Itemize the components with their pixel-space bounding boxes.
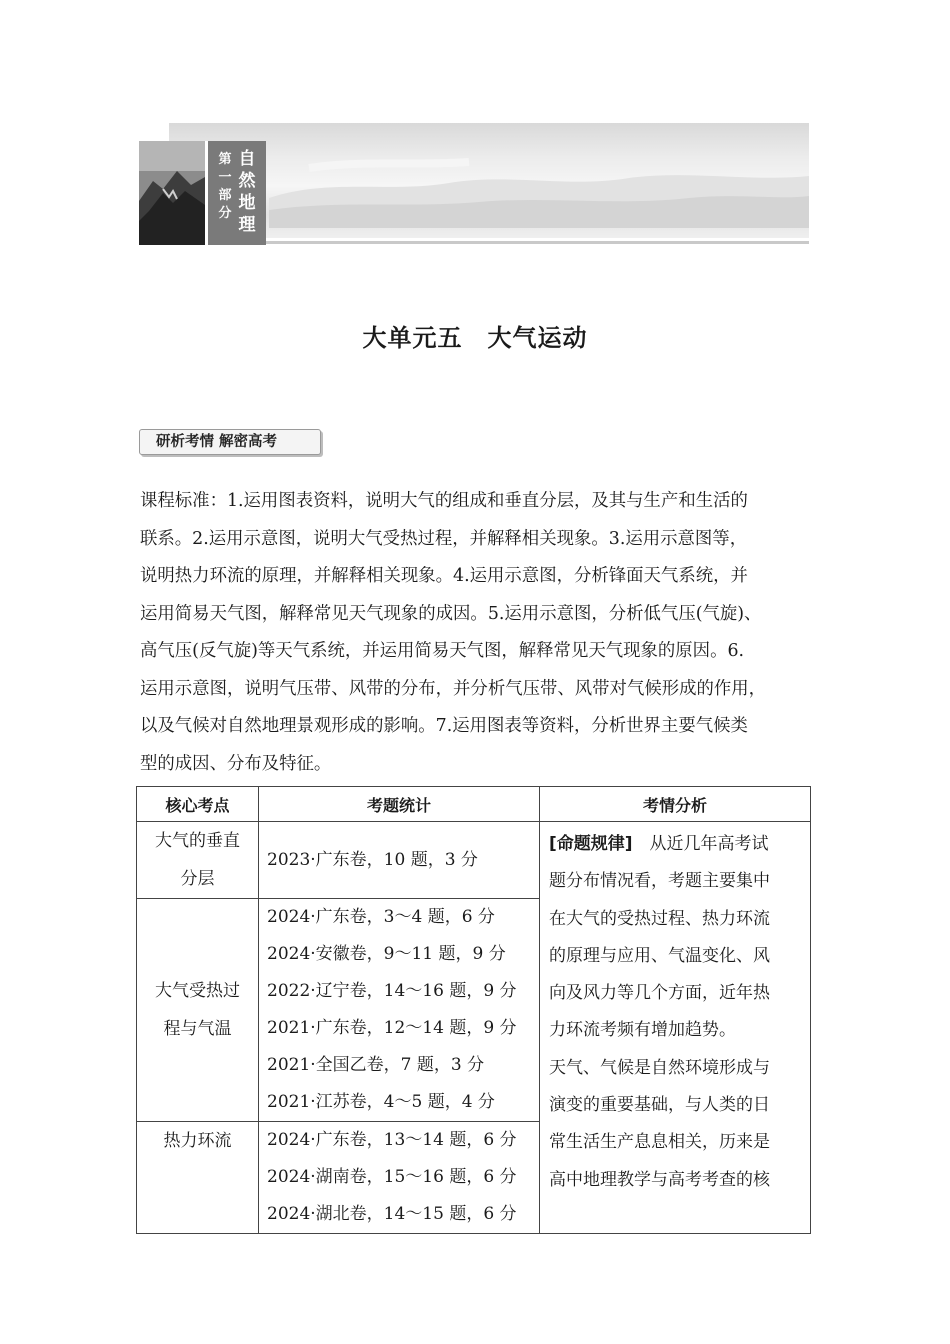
paragraph-line: 联系。2.运用示意图，说明大气受热过程，并解释相关现象。3.运用示意图等， <box>140 528 748 549</box>
table-row <box>137 822 811 899</box>
curriculum-standard-paragraph <box>140 483 815 783</box>
stat-line: 2024·安徽卷，9～11 题，9 分 <box>267 944 506 964</box>
section-label-text: 研析考情 解密高考 <box>156 434 278 450</box>
header-core-topic: 核心考点 <box>137 787 259 822</box>
paragraph-line: 高气压(反气旋)等天气系统，并运用简易天气图，解释常见天气现象的原因。6. <box>140 641 745 661</box>
topic-cell: 大气的垂直 分层 <box>137 822 259 899</box>
stat-line: 2023·广东卷，10 题，3 分 <box>267 849 478 870</box>
topic-cell: 大气受热过 程与气温 <box>137 899 259 1122</box>
stat-line: 2024·广东卷，3～4 题，6 分 <box>267 907 495 927</box>
part-banner <box>139 123 809 248</box>
paragraph-line: 运用简易天气图，解释常见天气现象的成因。5.运用示意图，分析低气压(气旋)、 <box>140 603 762 624</box>
section-label <box>139 429 321 455</box>
stats-cell <box>259 1122 540 1234</box>
stat-line: 2024·湖南卷，15～16 题，6 分 <box>267 1167 517 1187</box>
unit-title: 大单元五 大气运动 <box>362 324 588 352</box>
stat-line: 2021·全国乙卷，7 题，3 分 <box>267 1055 485 1075</box>
analysis-para-1: [命题规律] 从近几年高考试 题分布情况看，考题主要集中 在大气的受热过程、热力环流 的原理与应用、气温变化、风 向及风力等几个方面，近年热 力环流考频有增加趋势。 <box>549 834 770 1041</box>
stat-line: 2022·辽宁卷，14～16 题，9 分 <box>267 981 517 1001</box>
exam-analysis-table <box>136 786 811 1234</box>
mountain-photo <box>139 141 205 245</box>
header-analysis: 考情分析 <box>540 787 811 822</box>
stat-line: 2024·广东卷，13～14 题，6 分 <box>267 1130 517 1150</box>
topic-cell: 热力环流 <box>137 1122 259 1234</box>
analysis-cell <box>540 822 811 1234</box>
table-header-row <box>137 787 811 822</box>
header-exam-stats: 考题统计 <box>259 787 540 822</box>
stat-line: 2021·江苏卷，4～5 题，4 分 <box>267 1092 495 1112</box>
rule-tag: [命题规律] <box>549 834 633 854</box>
banner-clouds-image <box>269 148 809 228</box>
paragraph-line: 运用示意图，说明气压带、风带的分布，并分析气压带、风带对气候形成的作用， <box>140 678 767 699</box>
part-tab <box>205 141 266 245</box>
paragraph-line: 说明热力环流的原理，并解释相关现象。4.运用示意图，分析锋面天气系统，并 <box>140 566 748 586</box>
paragraph-line: 型的成因、分布及特征。 <box>140 753 332 774</box>
part-number-label: 第 一 部 分 <box>218 152 232 221</box>
analysis-para-2: 天气、气候是自然环境形成与 演变的重要基础，与人类的日 常生活生产息息相关，历来是 高中地理教学与高考考查的核 <box>549 1057 770 1190</box>
part-name-label: 自 然 地 理 <box>238 149 256 235</box>
stats-cell <box>259 822 540 899</box>
paragraph-line: 以及气候对自然地理景观形成的影响。7.运用图表等资料，分析世界主要气候类 <box>140 716 748 736</box>
stat-line: 2024·湖北卷，14～15 题，6 分 <box>267 1204 517 1224</box>
stats-cell <box>259 899 540 1122</box>
stat-line: 2021·广东卷，12～14 题，9 分 <box>267 1018 517 1038</box>
paragraph-line: 课程标准：1.运用图表资料，说明大气的组成和垂直分层，及其与生产和生活的 <box>140 491 748 511</box>
